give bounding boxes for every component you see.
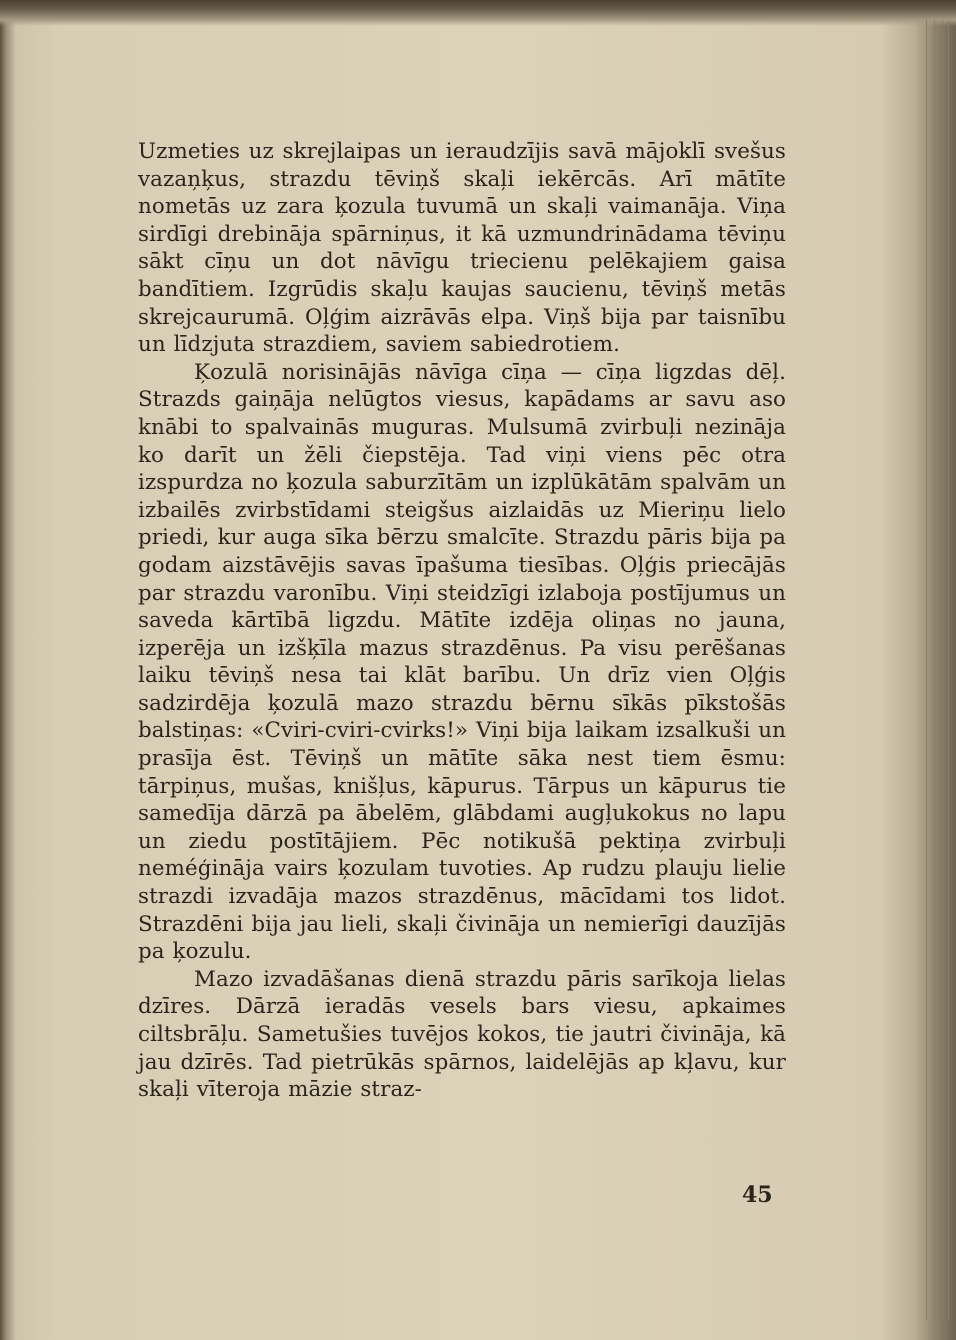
page-number: 45 [742, 1182, 773, 1208]
page-edge-line [942, 20, 943, 1320]
page-edge-line [934, 20, 935, 1320]
paragraph-3: Mazo izvadāšanas dienā strazdu pāris sarīkoja lielas dzīres. Dārzā ieradās vesels bars viesu, apkaimes ciltsbrāļu. Sametušies tuvējos kokos, tie jautri čivināja, kā jau dzīrēs. Tad pietrūkās spārnos, laidelējās ap kļavu, kur skaļi vīteroja māzie straz- [138, 966, 786, 1103]
paragraph-2: Ķozulā norisinājās nāvīga cīņa — cīņa ligzdas dēļ. Strazds gaiņāja nelūgtos viesus, kapādams ar savu aso knābi to spalvainās muguras. Mulsumā zvirbuļi nezināja ko darīt un žēli čiepstēja. Tad viņi viens pēc otra izspurdza no ķozula saburzītām un izplūkātām spalvām un izbailēs zvirbstīdami steigšus aizlaidās uz Mieriņu lielo priedi, kur auga sīka bērzu smalcīte. Strazdu pāris bija pa godam aizstāvējis savas īpašuma tiesības. Oļģis priecājās par strazdu varonību. Viņi steidzīgi izlaboja postījumus un saveda kārtībā ligzdu. Mātīte izdēja oliņas no jauna, izperēja un izšķīla mazus strazdēnus. Pa visu perēšanas laiku tēviņš nesa tai klāt barību. Un drīz vien Oļģis sadzirdēja ķozulā mazo strazdu bērnu sīkās pīkstošās balstiņas: «Cviri-cviri-cvirks!» Viņi bija laikam izsalkuši un prasīja ēst. Tēviņš un mātīte sāka nest tiem ēsmu: tārpiņus, mušas, knišļus, kāpurus. Tārpus un kāpurus tie samedīja dārzā pa ābelēm, glābdami augļukokus no lapu un ziedu postītājiem. Pēc notikušā pektiņa zvirbuļi neméģināja vairs ķozulam tuvoties. Ap rudzu plauju lielie strazdi izvadāja mazos strazdēnus, mācīdami tos lidot. Strazdēni bija jau lieli, skaļi čivināja un nemierīgi dauzījās pa ķozulu. [138, 359, 786, 965]
page-edge-line [948, 20, 949, 1320]
page-top-edge [0, 0, 956, 26]
page-edge-line [926, 20, 927, 1320]
text-block [138, 138, 786, 1104]
paragraph-1: Uzmeties uz skrejlaipas un ieraudzījis savā mājoklī svešus vazaņķus, strazdu tēviņš skaļi iekērcās. Arī mātīte nometās uz zara ķozula tuvumā un skaļi vaimanāja. Viņa sirdīgi drebināja spārniņus, it kā uzmundrinādama tēviņu sākt cīņu un dot nāvīgu triecienu pelēkajiem gaisa bandītiem. Izgrūdis skaļu kaujas saucienu, tēviņš metās skrejcaurumā. Oļģim aizrāvās elpa. Viņš bija par taisnību un līdzjuta strazdiem, saviem sabiedrotiem. [138, 139, 786, 358]
